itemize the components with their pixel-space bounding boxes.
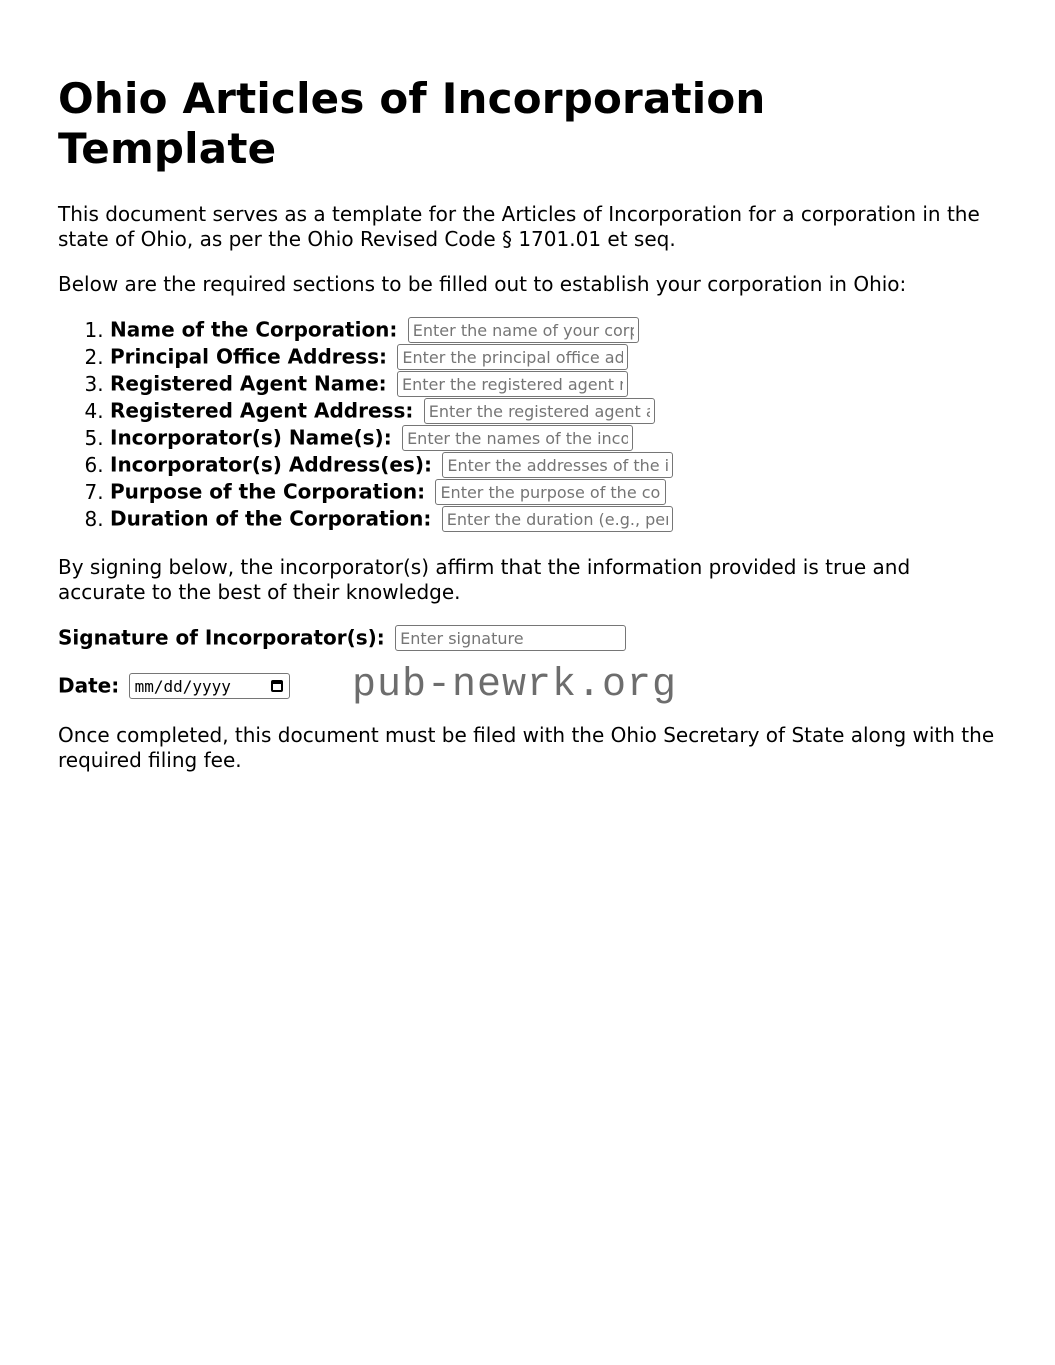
incorporator-addresses-input[interactable]	[442, 452, 673, 478]
section-label: Registered Agent Address:	[110, 398, 414, 423]
signature-label: Signature of Incorporator(s):	[58, 625, 385, 650]
section-item-registered-agent-address	[110, 398, 998, 425]
principal-office-address-input[interactable]	[397, 344, 628, 370]
closing-paragraph: Once completed, this document must be filed with the Ohio Secretary of State along with the required filing fee.	[58, 723, 995, 772]
section-label: Principal Office Address:	[110, 344, 387, 369]
section-item-duration	[110, 506, 998, 533]
purpose-input[interactable]	[435, 479, 666, 505]
date-label: Date:	[58, 673, 120, 698]
date-placeholder: mm/dd/yyyy	[134, 676, 231, 696]
registered-agent-name-input[interactable]	[397, 371, 628, 397]
signature-input[interactable]	[395, 625, 626, 651]
calendar-icon[interactable]	[271, 680, 283, 692]
section-item-purpose	[110, 479, 998, 506]
watermark: pub-newrk.org	[352, 663, 678, 708]
duration-input[interactable]	[442, 506, 673, 532]
section-label: Incorporator(s) Address(es):	[110, 452, 432, 477]
corporation-name-input[interactable]	[408, 317, 639, 343]
intro-paragraph: This document serves as a template for the Articles of Incorporation for a corporation in the state of Ohio, as per the Ohio Revised Code § 1701.01 et seq.	[58, 202, 980, 251]
incorporator-names-input[interactable]	[402, 425, 633, 451]
affirmation-paragraph: By signing below, the incorporator(s) affirm that the information provided is true and accurate to the best of their knowledge.	[58, 555, 911, 604]
date-input[interactable]	[129, 673, 290, 699]
section-label: Purpose of the Corporation:	[110, 479, 426, 504]
section-item-incorporator-names	[110, 425, 998, 452]
section-label: Registered Agent Name:	[110, 371, 387, 396]
section-item-registered-agent-name	[110, 371, 998, 398]
lead-paragraph: Below are the required sections to be filled out to establish your corporation in Ohio:	[58, 272, 907, 296]
required-sections-list	[58, 317, 998, 533]
section-item-incorporator-addresses	[110, 452, 998, 479]
registered-agent-address-input[interactable]	[424, 398, 655, 424]
document-page	[58, 0, 998, 773]
section-label: Incorporator(s) Name(s):	[110, 425, 392, 450]
section-item-corporation-name	[110, 317, 998, 344]
page-title: Ohio Articles of Incorporation Template	[58, 74, 766, 173]
section-label: Duration of the Corporation:	[110, 506, 432, 531]
signature-row	[58, 625, 998, 653]
section-label: Name of the Corporation:	[110, 317, 398, 342]
section-item-principal-office-address	[110, 344, 998, 371]
date-row	[58, 673, 998, 701]
